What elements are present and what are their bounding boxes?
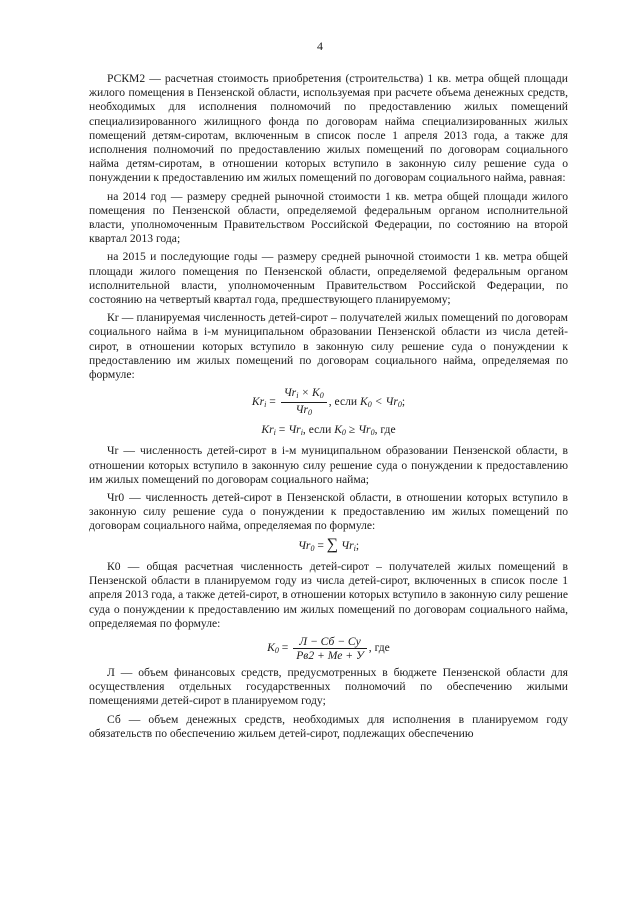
document-body: [89, 72, 568, 745]
paragraph-sb-definition: Сб — объем денежных средств, необходимых для исполнения в планируемом году обязательств по обеспечению жильем детей-сирот, подлежащих обеспечению: [89, 712, 568, 740]
paragraph-chr0-definition: Чr0 — численность детей-сирот в Пензенской области, в отношении которых вступило в законную силу решение суда о понуждении к предоставлению им жилых помещений по договорам социального найма, определяемая по формуле:: [89, 491, 568, 533]
page-number: 4: [317, 39, 323, 53]
paragraph-kr-definition: Кr — планируемая численность детей-сирот – получателей жилых помещений по договорам социального найма в i-м муниципальном образовании Пензенской области из числа детей-сирот, в отношении которых вступило в законную силу решение суда о понуждении к предоставлению им жилых помещений по договорам социального найма, определяемая по формуле:: [89, 311, 568, 382]
formula-kr-case1: $Кr_i$ = $\frac{Чr_i \times К_0}{Чr_0}$ , если $К_0 < Чr_0$;: [251, 386, 406, 418]
paragraph-chr-definition: Чr — численность детей-сирот в i-м муниципальном образовании Пензенской области, в отношении которых вступило в законную силу решение суда о понуждении к предоставлению им жилых помещений по договорам социального найма;: [89, 444, 568, 486]
formula-chr0-sum: $Чr_0$ = ∑ $Чr_i$;: [297, 535, 360, 553]
paragraph-2014: на 2014 год — размеру средней рыночной стоимости 1 кв. метра общей площади жилого помещения по Пензенской области, определяемой федеральным органом исполнительной власти, уполномоченным Правительством Российской Федерации, по состоянию на второй квартал 2013 года;: [89, 189, 568, 246]
paragraph-k0-definition: К0 — общая расчетная численность детей-сирот – получателей жилых помещений в Пензенской области в планируемом году из числа детей-сирот, включенных в список после 1 апреля 2013 года, а также детей-сирот, в отношении которых вступило в законную силу решение суда о понуждении к предоставлению им жилых помещений по договорам социального найма, определяемая по формуле:: [89, 559, 568, 630]
paragraph-rskm2: РСКМ2 — расчетная стоимость приобретения (строительства) 1 кв. метра общей площади жилого помещения в Пензенской области, используемая при расчете объема денежных средств, необходимых для исполнения полномочий по предоставлению жилых помещений специализированного жилищного фонда по договорам найма специализированных жилых помещений детям-сиротам, включенным в список после 1 апреля 2013 года, а также для исполнения полномочий по предоставлению жилых помещений по договорам социального найма детям-сиротам, в отношении которых вступило в законную силу решение суда о понуждении к предоставлению им жилых помещений по договорам социального найма, равная:: [89, 72, 568, 185]
formula-k0: $К_0$ = $\frac{Л - Сб - Су}{Рв2 + Ме + У}$ , где: [267, 634, 390, 662]
formula-kr-case2: $Кr_i = Чr_i$, если $К_0 \ge Чr_0$, где: [261, 423, 396, 438]
paragraph-2015: на 2015 и последующие годы — размеру средней рыночной стоимости 1 кв. метра общей площади жилого помещения по Пензенской области, определяемой федеральным органом исполнительной власти, уполномоченным Правительством Российской Федерации, по состоянию на четвертый квартал года, предшествующего планируемому;: [89, 250, 568, 307]
paragraph-l-definition: Л — объем финансовых средств, предусмотренных в бюджете Пензенской области для осуществления отдельных государственных полномочий по обеспечению жилыми помещениями детей-сирот в планируемом году;: [89, 665, 568, 708]
